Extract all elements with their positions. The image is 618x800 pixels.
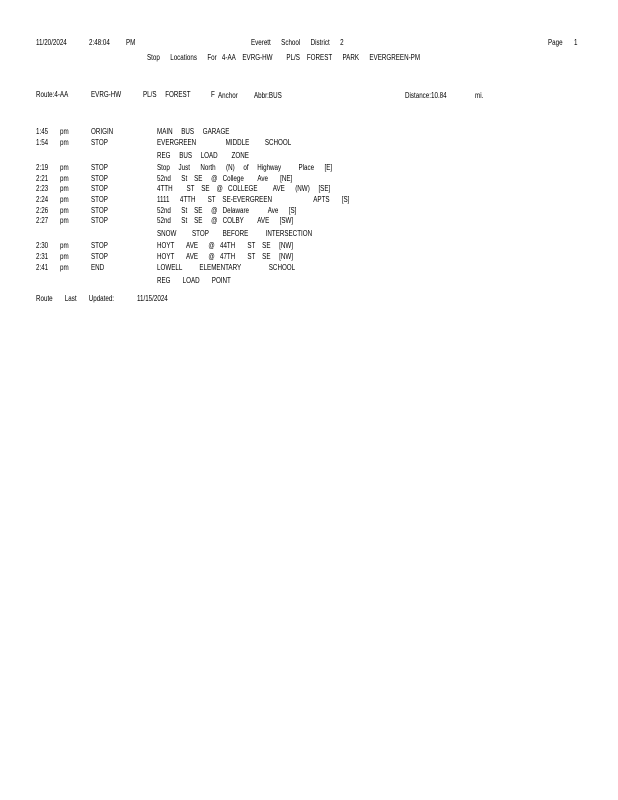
stop-time: 2:41 (36, 263, 49, 272)
report-ampm: PM (126, 38, 136, 47)
stop-location-note: REG LOAD POINT (157, 276, 231, 285)
route-id: Route:4-AA (36, 90, 69, 99)
stop-type: STOP (91, 216, 108, 225)
stop-location: HOYT AVE @ 44TH ST SE [NW] (157, 241, 294, 250)
stop-location: 52nd St SE @ Delaware Ave [S] (157, 206, 297, 215)
stop-location: EVERGREEN MIDDLE SCHOOL (157, 138, 292, 147)
route-code: EVRG-HW (91, 90, 122, 99)
stop-location: Stop Just North (N) of Highway Place [E] (157, 163, 333, 172)
stop-ampm: pm (60, 163, 69, 172)
stop-time: 2:24 (36, 195, 49, 204)
stop-ampm: pm (60, 216, 69, 225)
stop-type: STOP (91, 241, 108, 250)
stop-type: STOP (91, 163, 108, 172)
stop-ampm: pm (60, 138, 69, 147)
stop-time: 2:30 (36, 241, 49, 250)
stop-time: 2:19 (36, 163, 49, 172)
stop-ampm: pm (60, 252, 69, 261)
page-label: Page (548, 38, 563, 47)
stop-ampm: pm (60, 195, 69, 204)
report-subtitle: Stop Locations For 4-AA EVRG-HW PL/S FOREST PARK EVERGREEN-PM (147, 53, 421, 62)
stop-time: 1:45 (36, 127, 49, 136)
anchor-marker: F (211, 90, 215, 99)
stop-ampm: pm (60, 174, 69, 183)
stop-location: 52nd St SE @ College Ave [NE] (157, 174, 293, 183)
stop-time: 2:31 (36, 252, 49, 261)
district-title: Everett School District 2 (251, 38, 344, 47)
stop-time: 2:21 (36, 174, 49, 183)
stop-type: STOP (91, 252, 108, 261)
stop-location: MAIN BUS GARAGE (157, 127, 230, 136)
last-updated-label: Route Last Updated: (36, 294, 115, 303)
stop-location-note: SNOW STOP BEFORE INTERSECTION (157, 229, 313, 238)
distance-unit: mi. (475, 91, 484, 100)
stop-location: LOWELL ELEMENTARY SCHOOL (157, 263, 296, 272)
stop-type: STOP (91, 195, 108, 204)
stop-time: 2:23 (36, 184, 49, 193)
stop-type: STOP (91, 184, 108, 193)
abbr-label: Abbr:BUS (254, 91, 282, 100)
anchor-label: Anchor (218, 91, 238, 100)
stop-location: 52nd St SE @ COLBY AVE [SW] (157, 216, 294, 225)
stop-time: 2:27 (36, 216, 49, 225)
stop-location: 1111 4TTH ST SE-EVERGREEN APTS [S] (157, 195, 350, 204)
stop-location: HOYT AVE @ 47TH ST SE [NW] (157, 252, 294, 261)
stop-time: 2:26 (36, 206, 49, 215)
stop-location-note: REG BUS LOAD ZONE (157, 151, 249, 160)
stop-time: 1:54 (36, 138, 49, 147)
stop-type: ORIGIN (91, 127, 114, 136)
stop-type: END (91, 263, 105, 272)
stop-type: STOP (91, 206, 108, 215)
stop-ampm: pm (60, 206, 69, 215)
stop-ampm: pm (60, 263, 69, 272)
last-updated-date: 11/15/2024 (137, 294, 168, 303)
stop-type: STOP (91, 138, 108, 147)
route-school: PL/S FOREST (143, 90, 191, 99)
stop-ampm: pm (60, 241, 69, 250)
stop-ampm: pm (60, 184, 69, 193)
report-date: 11/20/2024 (36, 38, 67, 47)
distance-label: Distance:10.84 (405, 91, 447, 100)
stop-ampm: pm (60, 127, 69, 136)
report-time: 2:48:04 (89, 38, 110, 47)
stop-location: 4TTH ST SE @ COLLEGE AVE (NW) [SE] (157, 184, 331, 193)
stop-type: STOP (91, 174, 108, 183)
page-number: 1 (574, 38, 578, 47)
